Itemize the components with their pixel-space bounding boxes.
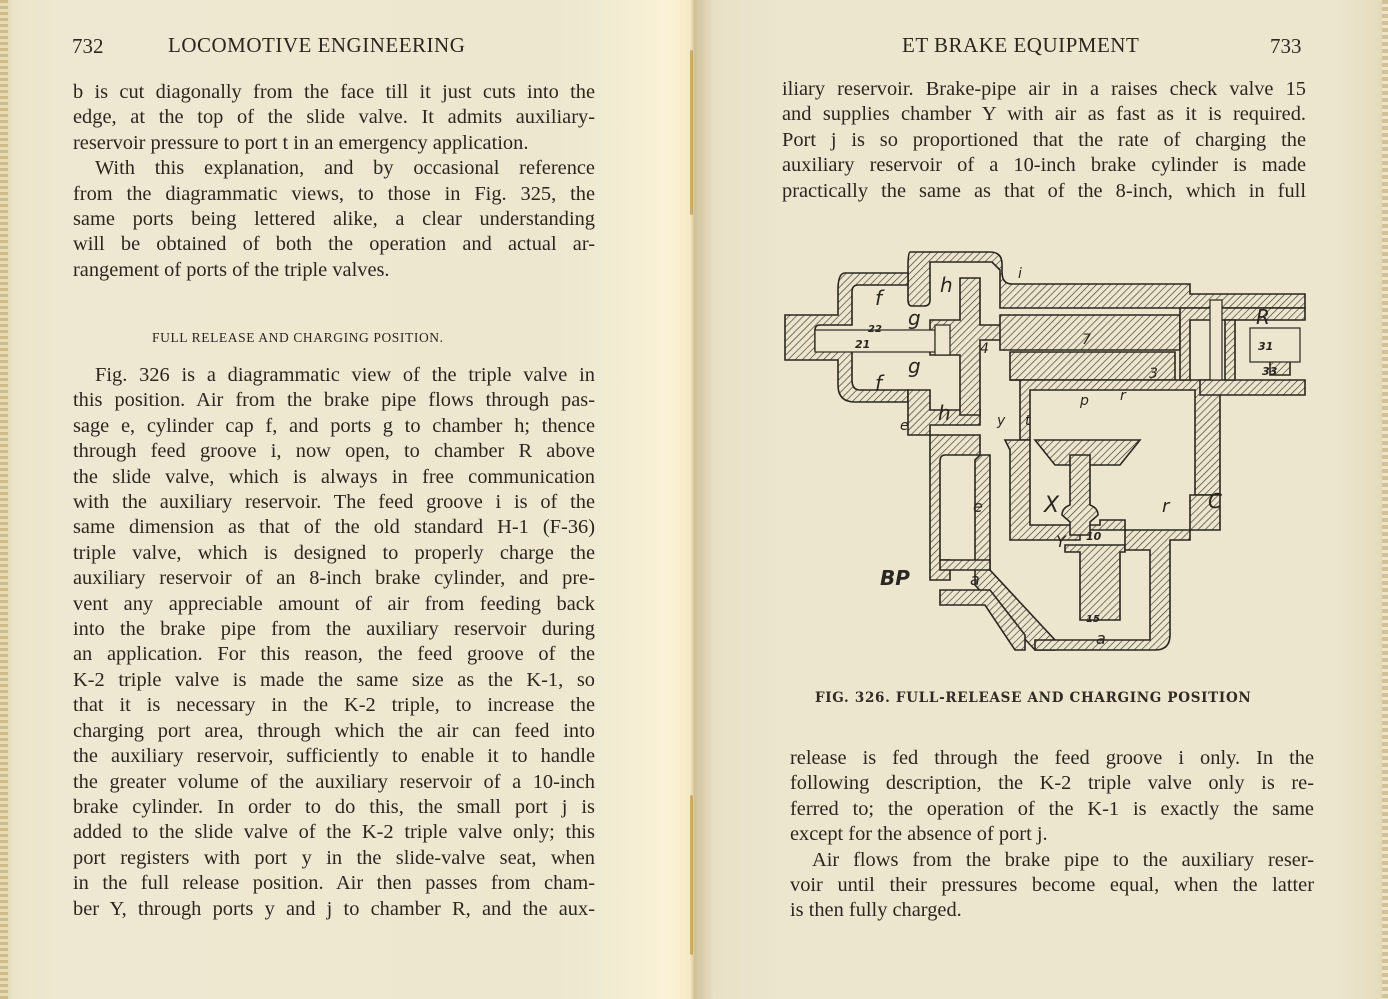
label-r: r bbox=[1120, 388, 1126, 404]
page-number-left: 732 bbox=[72, 34, 104, 58]
label-7: 7 bbox=[1082, 332, 1091, 348]
text-line: auxiliary reservoir of a 10-inch brake cylinder is made bbox=[782, 154, 1306, 177]
text-line: auxiliary reservoir of an 8-inch brake cylinder, and pre- bbox=[73, 567, 595, 590]
label-p: p bbox=[1080, 393, 1089, 409]
text-line: the slide valve, which is always in free communication bbox=[73, 465, 595, 488]
text-line: Fig. 326 is a diagrammatic view of the triple valve in bbox=[95, 364, 595, 386]
label-t: t bbox=[1025, 413, 1031, 429]
text-line: Air flows from the brake pipe to the auxiliary reser- bbox=[812, 848, 1314, 871]
left-body-top bbox=[73, 80, 595, 283]
page-number-right: 733 bbox=[1270, 34, 1302, 58]
label-a: a bbox=[970, 570, 980, 589]
label-21: 21 bbox=[855, 338, 871, 351]
text-line: ber Y, through ports y and j to chamber R, and the aux- bbox=[73, 897, 595, 920]
text-line: and supplies chamber Y with air as fast as it is required. bbox=[782, 103, 1306, 126]
text-line: practically the same as that of the 8-inch, which in full bbox=[782, 179, 1306, 202]
text-line: following description, the K-2 triple valve only is re- bbox=[790, 772, 1314, 795]
label-R: R bbox=[1256, 305, 1270, 329]
text-line: voir until their pressures become equal, when the latter bbox=[790, 874, 1314, 897]
right-body-bottom bbox=[790, 746, 1314, 924]
label-y: y bbox=[997, 413, 1006, 429]
label-4: 4 bbox=[980, 341, 989, 357]
label-i: i bbox=[1018, 266, 1022, 282]
label-10: 10 bbox=[1086, 530, 1102, 543]
label-f: f bbox=[875, 371, 883, 395]
text-line: Port j is so proportioned that the rate of charging the bbox=[782, 128, 1306, 151]
label-a: a bbox=[1096, 629, 1106, 648]
label-h: h bbox=[940, 273, 953, 297]
page-edge-right bbox=[1382, 0, 1388, 999]
text-line: same dimension as that of the old standard H-1 (F-36) bbox=[73, 516, 595, 539]
text-line: from the diagrammatic views, to those in Fig. 325, the bbox=[73, 182, 595, 205]
text-line: is then fully charged. bbox=[790, 899, 962, 922]
text-line: With this explanation, and by occasional reference bbox=[95, 157, 595, 180]
text-line: in the full release position. Air then passes from cham- bbox=[73, 872, 595, 895]
text-line: an application. For this reason, the feed groove of the bbox=[73, 643, 595, 666]
label-3: 3 bbox=[1149, 366, 1158, 382]
label-f: f bbox=[875, 286, 883, 310]
label-e: e bbox=[900, 418, 909, 434]
section-heading: FULL RELEASE AND CHARGING POSITION. bbox=[152, 330, 444, 345]
text-line: port registers with port y in the slide-valve seat, when bbox=[73, 846, 595, 869]
text-line: brake cylinder. In order to do this, the small port j is bbox=[73, 795, 595, 818]
label-X: X bbox=[1044, 493, 1060, 518]
text-line: the greater volume of the auxiliary reservoir of a 10-inch bbox=[73, 770, 595, 793]
text-line: charging port area, through which the air can feed into bbox=[73, 719, 595, 742]
text-line: vent any appreciable amount of air from feeding back bbox=[73, 592, 595, 615]
label-C: C bbox=[1208, 489, 1222, 513]
text-line: triple valve, which is designed to properly charge the bbox=[73, 541, 595, 564]
text-line: into the brake pipe from the auxiliary reservoir during bbox=[73, 618, 595, 641]
label-Y: Y bbox=[1056, 532, 1066, 551]
text-line: b is cut diagonally from the face till it just cuts into the bbox=[73, 81, 595, 103]
text-line: the auxiliary reservoir, sufficiently to enable it to handle bbox=[73, 745, 595, 768]
triple-valve-diagram bbox=[780, 240, 1310, 680]
figure-caption: FIG. 326. FULL-RELEASE AND CHARGING POSITION bbox=[815, 690, 1252, 706]
text-line: will be obtained of both the operation and actual ar- bbox=[73, 233, 595, 256]
binding-thread bbox=[690, 50, 693, 215]
label-g: g bbox=[908, 354, 921, 378]
label-31: 31 bbox=[1258, 340, 1274, 353]
label-g: g bbox=[908, 306, 921, 330]
label-33: 33 bbox=[1262, 365, 1278, 378]
text-line: with the auxiliary reservoir. The feed groove i is of the bbox=[73, 491, 595, 514]
label-h: h bbox=[938, 401, 951, 425]
text-line: ferred to; the operation of the K-1 is exactly the same bbox=[790, 797, 1314, 820]
text-line: K-2 triple valve is made the same size as the K-1, so bbox=[73, 668, 595, 691]
label-15: 15 bbox=[1086, 614, 1100, 625]
text-line: that it is necessary in the K-2 triple, to increase the bbox=[73, 694, 595, 717]
label-22: 22 bbox=[868, 324, 882, 335]
label-r: r bbox=[1162, 496, 1170, 517]
text-line: iliary reservoir. Brake-pipe air in a raises check valve 15 bbox=[782, 78, 1306, 100]
text-line: rangement of ports of the triple valves. bbox=[73, 258, 390, 281]
text-line: this position. Air from the brake pipe flows through pas- bbox=[73, 389, 595, 412]
text-line: reservoir pressure to port t in an emergency application. bbox=[73, 131, 529, 154]
binding-thread bbox=[690, 795, 693, 955]
label-BP: BP bbox=[880, 566, 910, 590]
label-e: e bbox=[973, 497, 983, 516]
left-body-section bbox=[73, 363, 595, 922]
page-edge-left bbox=[0, 0, 8, 999]
running-head-right: ET BRAKE EQUIPMENT bbox=[902, 33, 1140, 57]
text-line: except for the absence of port j. bbox=[790, 823, 1048, 846]
running-head-left: LOCOMOTIVE ENGINEERING bbox=[168, 33, 466, 57]
right-body-top bbox=[782, 77, 1306, 204]
text-line: edge, at the top of the slide valve. It admits auxiliary- bbox=[73, 106, 595, 129]
text-line: release is fed through the feed groove i only. In the bbox=[790, 747, 1314, 769]
text-line: same ports being lettered alike, a clear understanding bbox=[73, 208, 595, 231]
text-line: sage e, cylinder cap f, and ports g to chamber h; thence bbox=[73, 414, 595, 437]
text-line: through feed groove i, now open, to chamber R above bbox=[73, 440, 595, 463]
text-line: added to the slide valve of the K-2 triple valve only; this bbox=[73, 821, 595, 844]
